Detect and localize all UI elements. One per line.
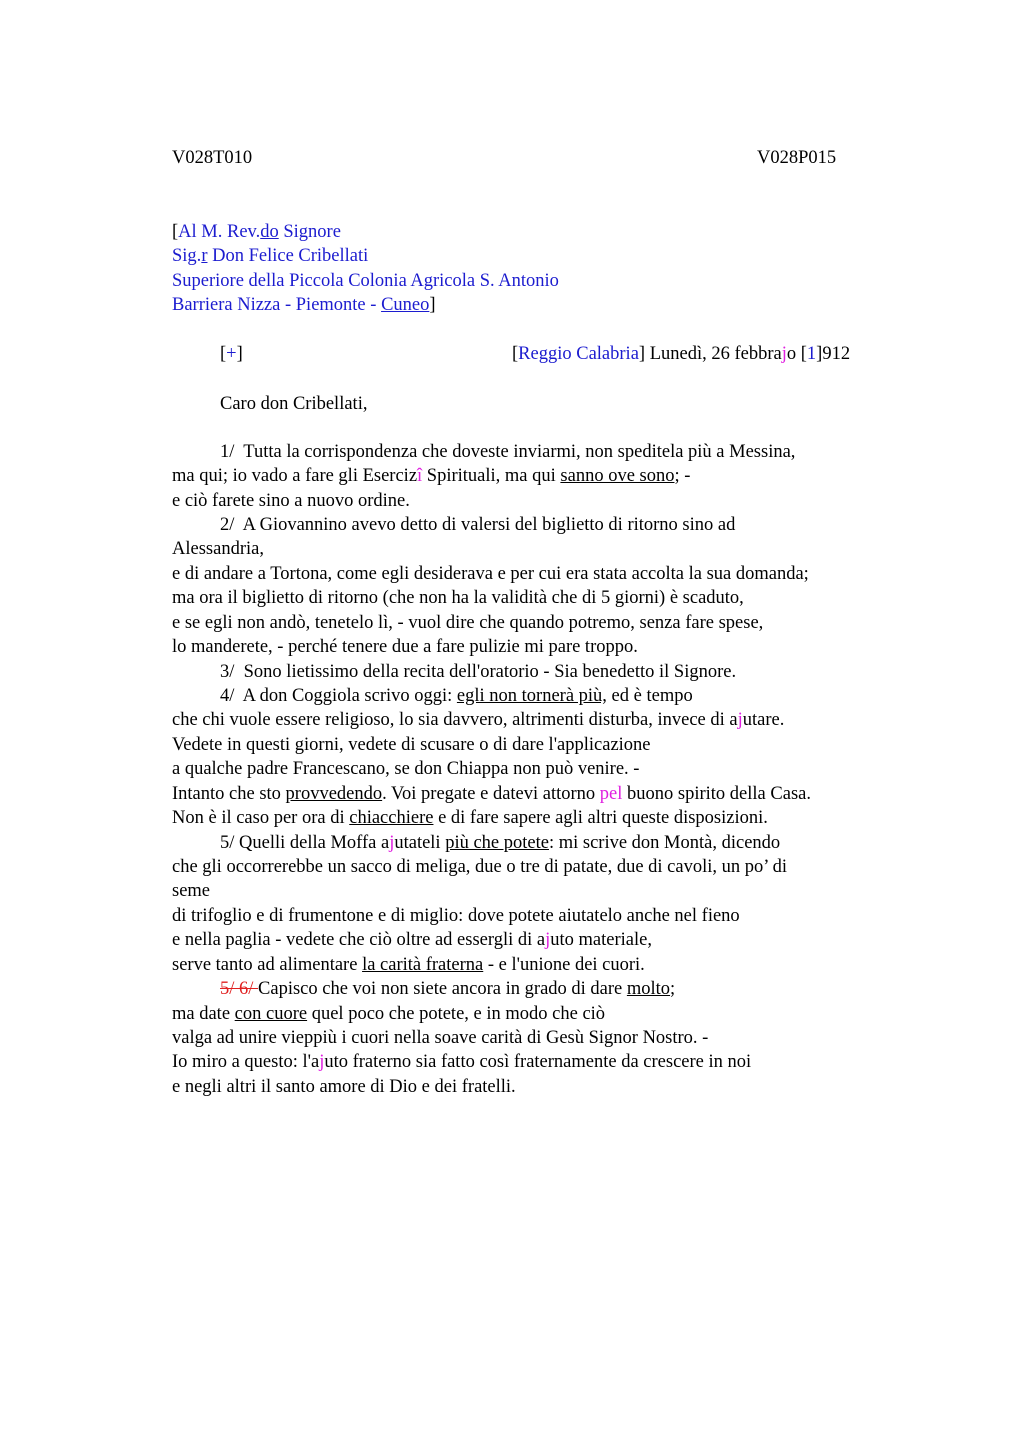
paragraph-5-line: e nella paglia - vedete che ciò oltre ad essergli di ajuto materiale, [172, 930, 652, 950]
paragraph-5-line: 5/ Quelli della Moffa ajutateli più che potete: mi scrive don Montà, dicendo [220, 833, 781, 853]
paragraph-4-line: a qualche padre Francescano, se don Chiappa non può venire. - [172, 759, 640, 779]
paragraph-2-line: lo manderete, - perché tenere due a fare pulizie mi pare troppo. [172, 637, 638, 657]
paragraph-5-line: serve tanto ad alimentare la carità fraterna - e l'unione dei cuori. [172, 955, 645, 975]
paragraph-6-line: Io miro a questo: l'ajuto fraterno sia fatto così fraternamente da crescere in noi [172, 1052, 752, 1072]
paragraph-1-line: 1/ Tutta la corrispondenza che doveste inviarmi, non speditela più a Messina, [220, 442, 796, 462]
paragraph-2-line: Alessandria, [172, 539, 264, 559]
paragraph-2-line: e di andare a Tortona, come egli desiderava e per cui era stata accolta la sua domanda; [172, 564, 809, 584]
paragraph-5-line: di trifoglio e di frumentone e di miglio: dove potete aiutatelo anche nel fieno [172, 906, 740, 926]
paragraph-4-line: 4/ A don Coggiola scrivo oggi: egli non tornerà più, ed è tempo [220, 686, 693, 706]
paragraph-6-line: ma date con cuore quel poco che potete, e in modo che ciò [172, 1004, 606, 1024]
salutation: Caro don Cribellati, [220, 394, 368, 414]
paragraph-2-line: ma ora il biglietto di ritorno (che non ha la validità che di 5 giorni) è scaduto, [172, 588, 744, 608]
dateline: [Reggio Calabria] Lunedì, 26 febbrajo [1]912 [512, 344, 851, 364]
paragraph-5-line: che gli occorrerebbe un sacco di meliga, due o tre di patate, due di cavoli, un po’ di [172, 857, 788, 877]
paragraph-4-line: Non è il caso per ora di chiacchiere e di fare sapere agli altri queste disposizioni. [172, 808, 768, 828]
deleted-numbering: 5/ 6/ [220, 979, 259, 999]
paragraph-4-line: Intanto che sto provvedendo. Voi pregate e datevi attorno pel buono spirito della Casa. [172, 784, 811, 804]
paragraph-2-line: e se egli non andò, tenetelo lì, - vuol dire che quando potremo, senza fare spese, [172, 613, 764, 633]
paragraph-1-line: ma qui; io vado a fare gli Esercizî Spirituali, ma qui sanno ove sono; - [172, 466, 691, 486]
document-code-left: V028T010 [172, 148, 253, 168]
address-line-4: Barriera Nizza - Piemonte - Cuneo] [172, 295, 436, 315]
paragraph-3-line: 3/ Sono lietissimo della recita dell'oratorio - Sia benedetto il Signore. [220, 662, 737, 682]
paragraph-1-line: e ciò farete sino a nuovo ordine. [172, 491, 410, 511]
address-line-3: Superiore della Piccola Colonia Agricola S. Antonio [172, 271, 559, 291]
paragraph-4-line: che chi vuole essere religioso, lo sia davvero, altrimenti disturba, invece di ajutare. [172, 710, 785, 730]
document-code-right: V028P015 [757, 148, 837, 168]
paragraph-6-line: 5/ 6/ Capisco che voi non siete ancora in grado di dare molto; [220, 979, 676, 999]
address-line-1: [Al M. Rev.do Signore [172, 222, 341, 242]
paragraph-4-line: Vedete in questi giorni, vedete di scusare o di dare l'applicazione [172, 735, 651, 755]
paragraph-6-line: valga ad unire vieppiù i cuori nella soave carità di Gesù Signor Nostro. - [172, 1028, 709, 1048]
address-line-2: Sig.r Don Felice Cribellati [172, 246, 369, 266]
cross-mark: [+] [220, 344, 243, 364]
paragraph-5-line: seme [172, 881, 211, 901]
paragraph-2-line: 2/ A Giovannino avevo detto di valersi del biglietto di ritorno sino ad [220, 515, 736, 535]
paragraph-6-line: e negli altri il santo amore di Dio e dei fratelli. [172, 1077, 516, 1097]
